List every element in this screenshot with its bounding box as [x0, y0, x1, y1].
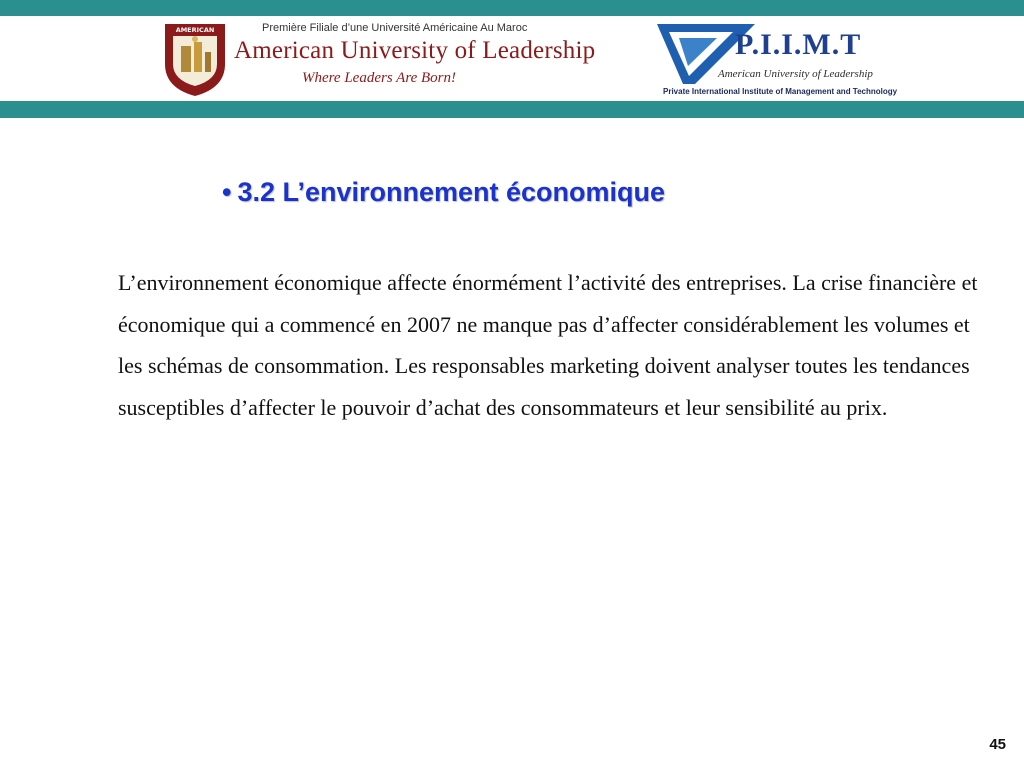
slide-header — [0, 16, 1024, 101]
svg-text:AMERICAN: AMERICAN — [175, 26, 215, 34]
aul-university-name: American University of Leadership — [234, 37, 596, 64]
aul-seal-logo — [160, 18, 230, 98]
title-bullet: • — [222, 177, 232, 207]
piimt-subtitle: American University of Leadership — [718, 68, 873, 80]
top-band — [0, 0, 1024, 16]
body-paragraph: L’environnement économique affecte énormément l’activité des entreprises. La crise financière et économique qui a commencé en 2007 ne manque pas d’affecter considérablement les volumes et les schémas de consommation. Les responsables marketing doivent analyser toutes les tendances susceptibles d’affecter le pouvoir d’achat des consommateurs et leur sensibilité au prix. — [118, 270, 978, 420]
page-number: 45 — [989, 736, 1006, 753]
piimt-fullname: Private International Institute of Management and Technology — [663, 87, 898, 96]
aul-tagline: Première Filiale d’une Université Américaine Au Maroc — [262, 22, 528, 34]
slide-title-text: 3.2 L’environnement économique — [237, 177, 666, 207]
aul-slogan: Where Leaders Are Born! — [302, 70, 456, 86]
piimt-title: P.I.I.M.T — [735, 28, 862, 61]
bottom-band — [0, 101, 1024, 118]
slide-title — [222, 177, 665, 208]
